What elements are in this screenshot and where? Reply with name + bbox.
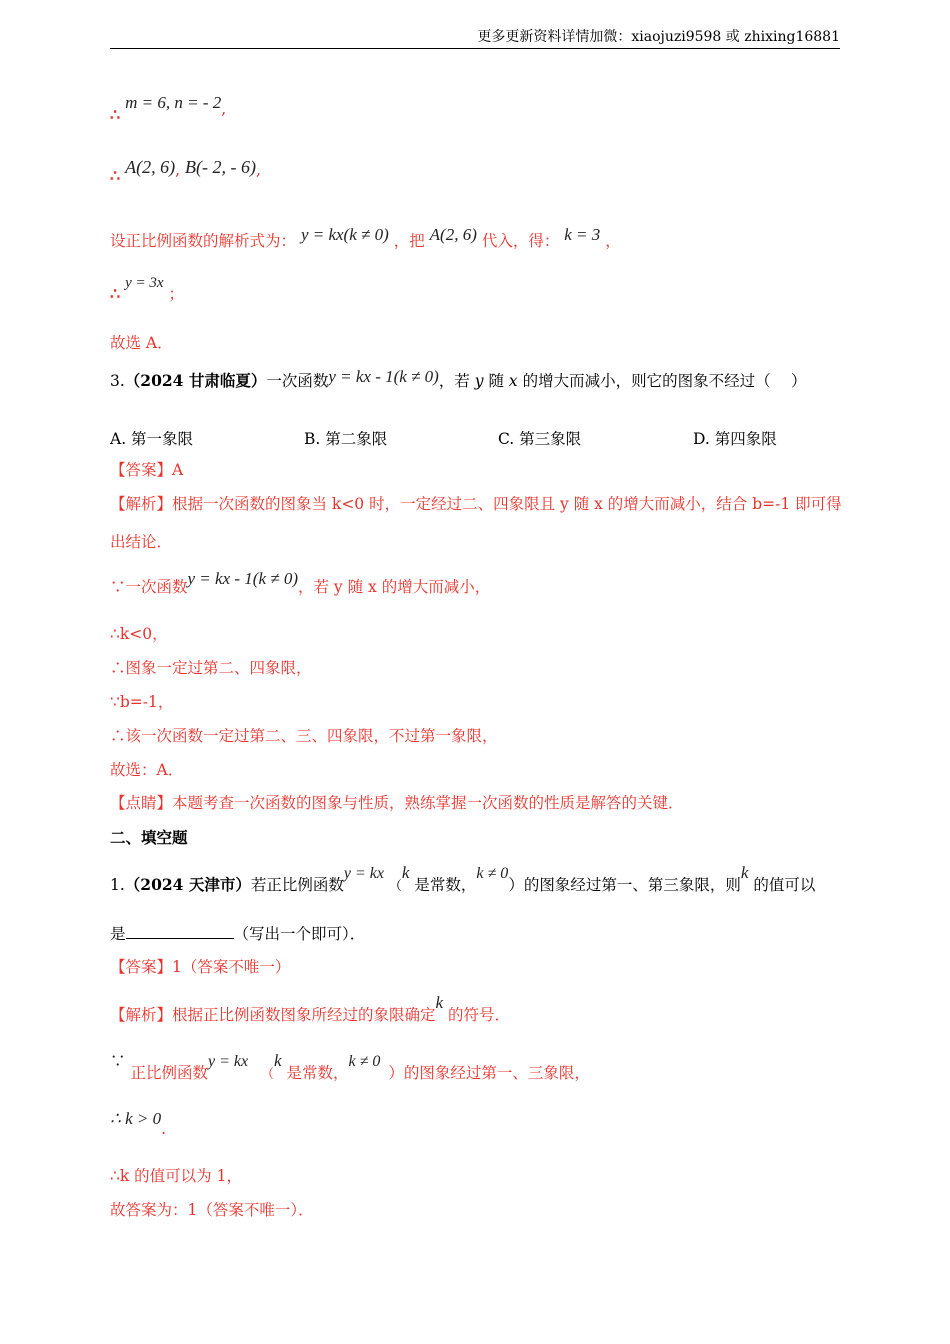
line-m-n <box>110 93 227 124</box>
option-a: A. 第一象限 <box>110 430 194 448</box>
text-segment: 的值可以 <box>753 876 816 894</box>
text-segment: 是 <box>110 925 126 943</box>
text-segment: 设正比例函数的解析式为： <box>110 232 297 250</box>
math-k: k <box>274 1051 282 1070</box>
therefore-symbol: ∴ <box>110 284 121 303</box>
header-text: 更多更新资料详情加微：xiaojuzi9598 或 zhixing16881 <box>477 29 840 45</box>
punct: , <box>221 100 227 118</box>
option-d: D. 第四象限 <box>693 430 777 448</box>
option-b: B. 第二象限 <box>304 430 388 448</box>
text-segment: 的增大而减小，则它的图象不经过（ ） <box>517 372 807 390</box>
step-6: 故选：A． <box>110 761 184 779</box>
step-1 <box>110 568 491 596</box>
step-4: ∵b=-1， <box>110 693 174 711</box>
math-y-kx: y = kx <box>207 1053 249 1070</box>
reason-2 <box>110 1108 167 1138</box>
text-segment: 是常数， <box>286 1064 349 1082</box>
analysis-3-line2: 出结论． <box>110 533 173 551</box>
line-proportional <box>110 224 621 250</box>
math-k: k <box>740 863 749 882</box>
option-c: C. 第三象限 <box>498 430 582 448</box>
fill-question-1-line2 <box>110 924 365 944</box>
because-symbol: ∵ <box>110 1052 126 1070</box>
question-number: 3. <box>110 372 125 390</box>
question-3 <box>110 367 807 391</box>
math-y-kx: y = kx <box>343 865 384 882</box>
punct: ； <box>168 285 185 303</box>
punct: , <box>175 161 181 179</box>
text-segment: 一次函数 <box>266 372 329 390</box>
text-segment: 是常数， <box>414 876 477 894</box>
var-y: y <box>474 372 484 390</box>
text-segment: ，把 <box>393 232 425 250</box>
comment-3: 【点睛】本题考查一次函数的图象与性质，熟练掌握一次函数的性质是解答的关键． <box>110 794 684 812</box>
text-segment: ）的图象经过第一、第三象限，则 <box>508 876 741 894</box>
math-k-gt-0: ∴ k > 0 <box>110 1109 162 1128</box>
punct: , <box>255 161 261 179</box>
var-x: x <box>508 372 518 390</box>
text-segment: 若正比例函数 <box>250 876 344 894</box>
question-source: （2024 甘肃临夏） <box>124 371 267 390</box>
reason-3: ∴k 的值可以为 1， <box>110 1167 242 1185</box>
text-segment: （ <box>261 1067 275 1082</box>
math-k-ne-0: k ≠ 0 <box>348 1053 381 1070</box>
step-5: ∴该一次函数一定过第二、三、四象限，不过第一象限， <box>110 727 498 745</box>
math-k-3: k = 3 <box>564 225 601 244</box>
step-2: ∴k<0， <box>110 625 168 643</box>
text-segment: ，若 <box>438 372 475 390</box>
question-source: （2024 天津市） <box>124 875 251 894</box>
step-3: ∴图象一定过第二、四象限， <box>110 659 312 677</box>
math-y-3x: y = 3x <box>125 275 164 291</box>
line-choose-a: 故选 A． <box>110 334 173 352</box>
section-title: 二、填空题 <box>110 828 188 847</box>
text-segment: （ <box>388 879 402 894</box>
punct: . <box>161 1120 167 1138</box>
therefore-symbol: ∴ <box>110 166 121 185</box>
text-segment: ，若 y 随 x 的增大而减小， <box>297 578 491 596</box>
fill-question-1 <box>110 862 816 894</box>
therefore-symbol: ∴ <box>110 105 121 124</box>
text-segment: 代入，得： <box>481 232 560 250</box>
answer-3: 【答案】A <box>110 461 184 479</box>
math-linear-function: y = kx - 1(k ≠ 0) <box>328 367 439 386</box>
answer-blank[interactable] <box>126 924 234 939</box>
reason-4: 故答案为：1（答案不唯一）． <box>110 1201 314 1219</box>
text-segment: （写出一个即可）． <box>233 925 366 943</box>
text-segment: ， <box>605 232 621 250</box>
math-linear-function: y = kx - 1(k ≠ 0) <box>187 569 298 588</box>
text-segment: 随 <box>483 372 509 390</box>
analysis-3-line1: 【解析】根据一次函数的图象当 k<0 时，一定经过二、四象限且 y 随 x 的增大而减小，结合 b=-1 即可得 <box>110 495 842 513</box>
text-segment: ∵一次函数 <box>110 578 188 596</box>
math-k: k <box>435 993 444 1012</box>
reason-1 <box>110 1050 590 1082</box>
math-k-ne-0: k ≠ 0 <box>476 865 509 882</box>
math-point-a: A(2, 6) <box>429 225 477 244</box>
math-k: k <box>401 863 410 882</box>
question-number: 1. <box>110 876 125 894</box>
text-segment: 的符号． <box>448 1006 511 1024</box>
page-header <box>110 26 840 49</box>
answer-fill-1: 【答案】1（答案不唯一） <box>110 958 291 976</box>
line-y-3x <box>110 275 185 303</box>
analysis-fill-1 <box>110 992 511 1024</box>
text-segment: ）的图象经过第一、三象限， <box>388 1064 590 1082</box>
math-point-b: B(- 2, - 6) <box>184 157 256 177</box>
line-points <box>110 157 261 185</box>
text-segment: 正比例函数 <box>130 1064 208 1082</box>
math-m-n: m = 6, n = - 2 <box>125 93 222 112</box>
math-point-a: A(2, 6) <box>125 157 176 177</box>
math-y-kx: y = kx(k ≠ 0) <box>300 225 389 244</box>
text-segment: 【解析】根据正比例函数图象所经过的象限确定 <box>110 1006 436 1024</box>
